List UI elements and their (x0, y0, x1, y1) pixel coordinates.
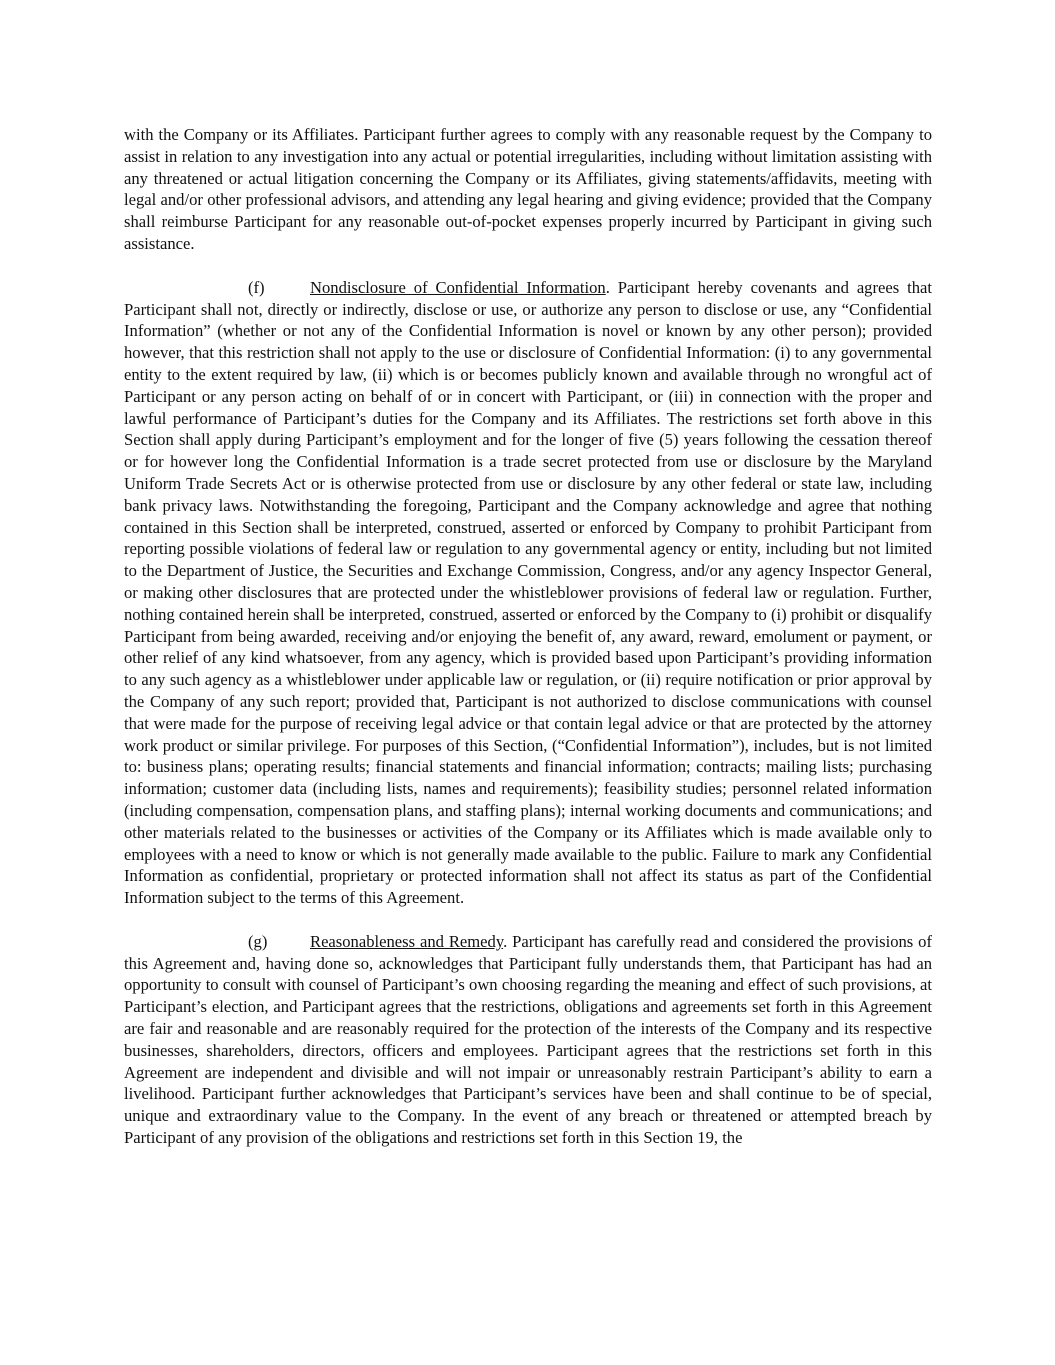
section-f-label: (f) (248, 277, 265, 297)
section-f-paragraph (124, 277, 932, 909)
continuation-text: with the Company or its Affiliates. Participant further agrees to comply with any reasonable request by the Company to assist in relation to any investigation into any actual or potential irregularities, including without limitation assisting with any threatened or actual litigation concerning the Company or its Affiliates, giving statements/affidavits, meeting with legal and/or other professional advisors, and attending any legal hearing and giving evidence; provided that the Company shall reimburse Participant for any reasonable out-of-pocket expenses properly incurred by Participant in giving such assistance. (124, 125, 932, 253)
section-g-text: . Participant has carefully read and considered the provisions of this Agreement and, having done so, acknowledges that Participant fully understands them, that Participant has had an opportunity to consult with counsel of Participant’s own choosing regarding the meaning and effect of such provisions, at Participant’s election, and Participant agrees that the restrictions, obligations and agreements set forth in this Agreement are fair and reasonable and are reasonably required for the protection of the interests of the Company and its respective businesses, shareholders, directors, officers and employees. Participant agrees that the restrictions set forth in this Agreement are independent and divisible and will not impair or unreasonably restrain Participant’s ability to earn a livelihood. Participant further acknowledges that Participant’s services have been and shall continue to be of special, unique and extraordinary value to the Company. In the event of any breach or threatened or attempted breach by Participant of any provision of the obligations and restrictions set forth in this Section 19, the (124, 931, 932, 1148)
section-g-heading: Reasonableness and Remedy (310, 931, 504, 951)
continuation-paragraph (124, 124, 932, 255)
document-page (124, 124, 932, 1149)
section-g-label: (g) (248, 931, 268, 951)
section-g-paragraph (124, 931, 932, 1149)
section-f-text: . Participant hereby covenants and agrees that Participant shall not, directly or indirectly, disclose or use, or authorize any person to disclose or use, any “Confidential Information” (whether or not any of the Confidential Information is novel or known by any other person); provided however, that this restriction shall not apply to the use or disclosure of Confidential Information: (i) to any governmental entity to the extent required by law, (ii) which is or becomes publicly known and available through no wrongful act of Participant or any person acting on behalf of or in concert with Participant, or (iii) in connection with the proper and lawful performance of Participant’s duties for the Company and its Affiliates. The restrictions set forth above in this Section shall apply during Participant’s employment and for the longer of five (5) years following the cessation thereof or for however long the Confidential Information is a trade secret protected from use or disclosure by the Maryland Uniform Trade Secrets Act or is otherwise protected from use or disclosure by any other federal or state law, including bank privacy laws. Notwithstanding the foregoing, Participant and the Company acknowledge and agree that nothing contained in this Section shall be interpreted, construed, asserted or enforced by Company to prohibit Participant from reporting possible violations of federal law or regulation to any governmental agency or entity, including but not limited to the Department of Justice, the Securities and Exchange Commission, Congress, and/or any agency Inspector General, or making other disclosures that are protected under the whistleblower provisions of federal law or regulation. Further, nothing contained herein shall be interpreted, construed, asserted or enforced by the Company to (i) prohibit or disqualify Participant from being awarded, receiving and/or enjoying the benefit of, any award, reward, emolument or payment, or other relief of any kind whatsoever, from any agency, which is provided based upon Participant’s providing information to any such agency as a whistleblower under applicable law or regulation, or (ii) require notification or prior approval by the Company of any such report; provided that, Participant is not authorized to disclose communications with counsel that were made for the purpose of receiving legal advice or that contain legal advice or that are protected by the attorney work product or similar privilege. For purposes of this Section, (“Confidential Information”), includes, but is not limited to: business plans; operating results; financial statements and financial information; contracts; mailing lists; purchasing information; customer data (including lists, names and requirements); feasibility studies; personnel related information (including compensation, compensation plans, and staffing plans); internal working documents and communications; and other materials related to the businesses or activities of the Company or its Affiliates which is made available only to employees with a need to know or which is not generally made available to the public. Failure to mark any Confidential Information as confidential, proprietary or protected information shall not affect its status as part of the Confidential Information subject to the terms of this Agreement. (124, 277, 933, 908)
section-f-heading: Nondisclosure of Confidential Information (310, 277, 606, 297)
